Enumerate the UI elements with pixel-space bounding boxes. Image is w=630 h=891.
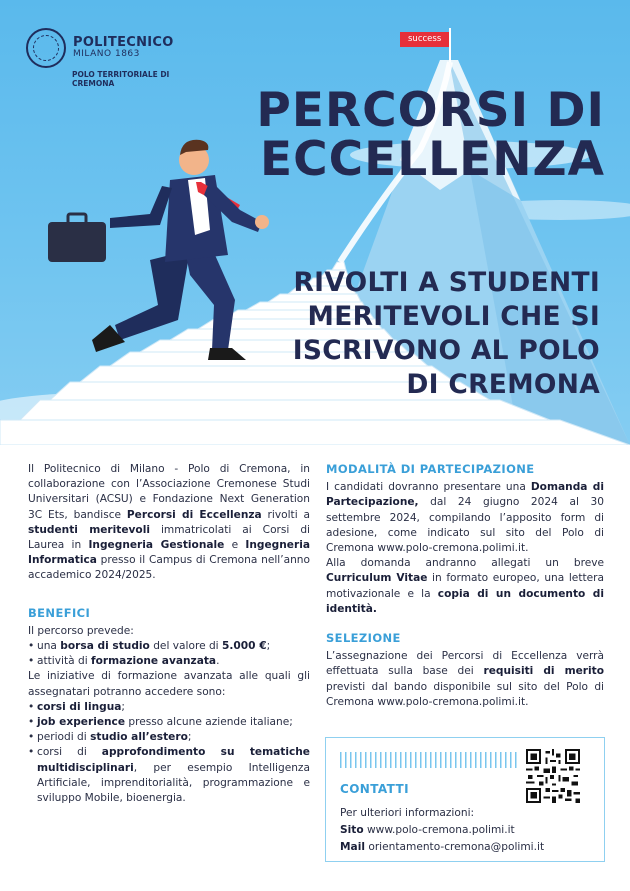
politecnico-logo (26, 28, 174, 68)
contact-mail: Mail orientamento-cremona@polimi.it (340, 841, 545, 853)
modalita-heading: MODALITÀ DI PARTECIPAZIONE (326, 462, 535, 476)
mail-link[interactable]: orientamento-cremona@polimi.it (368, 841, 545, 853)
right-column (326, 462, 604, 710)
subtitle-line: ISCRIVONO AL POLO (292, 335, 600, 366)
title-line-1: PERCORSI DI (256, 83, 605, 138)
selezione-heading: SELEZIONE (326, 631, 401, 646)
list-item: • corsi di lingua; (28, 700, 310, 715)
logo-polo: POLO TERRITORIALE DI CREMONA (72, 70, 170, 88)
subtitle-line: RIVOLTI A STUDENTI (293, 267, 600, 298)
modalita-paragraph-1: I candidati dovranno presentare una Domanda di Partecipazione, dal 24 giugno 2024 al 30 settembre 2024, compilando l’apposito form di adesione, come indicato sul sito del Polo di Cremona www.polo-cremona.polimi.it. (326, 481, 604, 555)
page-title (256, 83, 605, 187)
university-seal-icon (26, 28, 66, 68)
success-flag: success (400, 32, 449, 47)
contact-box (325, 737, 605, 862)
benefici-list (28, 639, 310, 669)
benefici-mid: Le iniziative di formazione avanzata alle quali gli assegnatari potranno accedere sono: (28, 670, 310, 698)
logo-name: POLITECNICO (73, 35, 174, 51)
contatti-lead: Per ulteriori informazioni: (340, 807, 475, 819)
subtitle-line: DI CREMONA (406, 369, 600, 400)
contatti-body (340, 805, 544, 856)
page-subtitle (293, 266, 600, 402)
decorative-ticks (340, 752, 518, 768)
intro-paragraph: Il Politecnico di Milano - Polo di Cremona, in collaborazione con l’Associazione Cremonese Studi Universitari (ACSU) e Fondazione Next Generation 3C Ets, bandisce Percorsi di Eccellenza rivolti a studenti meritevoli immatricolati ai Corsi di Laurea in Ingegneria Gestionale e Ingegneria Informatica presso il Campus di Cremona nell’anno accademico 2024/2025. (28, 463, 310, 582)
selezione-paragraph: L’assegnazione dei Percorsi di Eccellenza verrà effettuata sulla base dei requisiti di merito previsti dal bando disponibile sul sito del Polo di Cremona www.polo-cremona.polimi.it. (326, 650, 605, 708)
list-item: • una borsa di studio del valore di 5.000 €; (28, 639, 310, 654)
benefici-heading: BENEFICI (28, 605, 91, 620)
qr-code-icon[interactable] (526, 749, 580, 803)
contact-site: Sito www.polo-cremona.polimi.it (340, 824, 515, 836)
logo-subtitle: MILANO 1863 (73, 49, 140, 60)
list-item: • periodi di studio all’estero; (28, 730, 310, 745)
title-line-2: ECCELLENZA (260, 132, 605, 187)
list-item: • job experience presso alcune aziende italiane; (28, 715, 310, 730)
site-link[interactable]: www.polo-cremona.polimi.it (366, 824, 515, 836)
list-item: • corsi di approfondimento su tematiche multidisciplinari, per esempio Intelligenza Artificiale, imprenditorialità, programmazione e sviluppo Mobile, bioenergia. (28, 745, 310, 806)
modalita-paragraph-2: Alla domanda andranno allegati un breve Curriculum Vitae in formato europeo, una lettera motivazionale e la copia di un documento di identità. (326, 557, 604, 615)
iniziative-list (28, 700, 310, 806)
list-item: • attività di formazione avanzata. (28, 654, 310, 669)
subtitle-line: MERITEVOLI CHE SI (307, 301, 600, 332)
contatti-heading: CONTATTI (340, 782, 409, 796)
benefici-lead: Il percorso prevede: (28, 624, 134, 637)
left-column (28, 462, 310, 806)
hero-banner (0, 0, 630, 445)
